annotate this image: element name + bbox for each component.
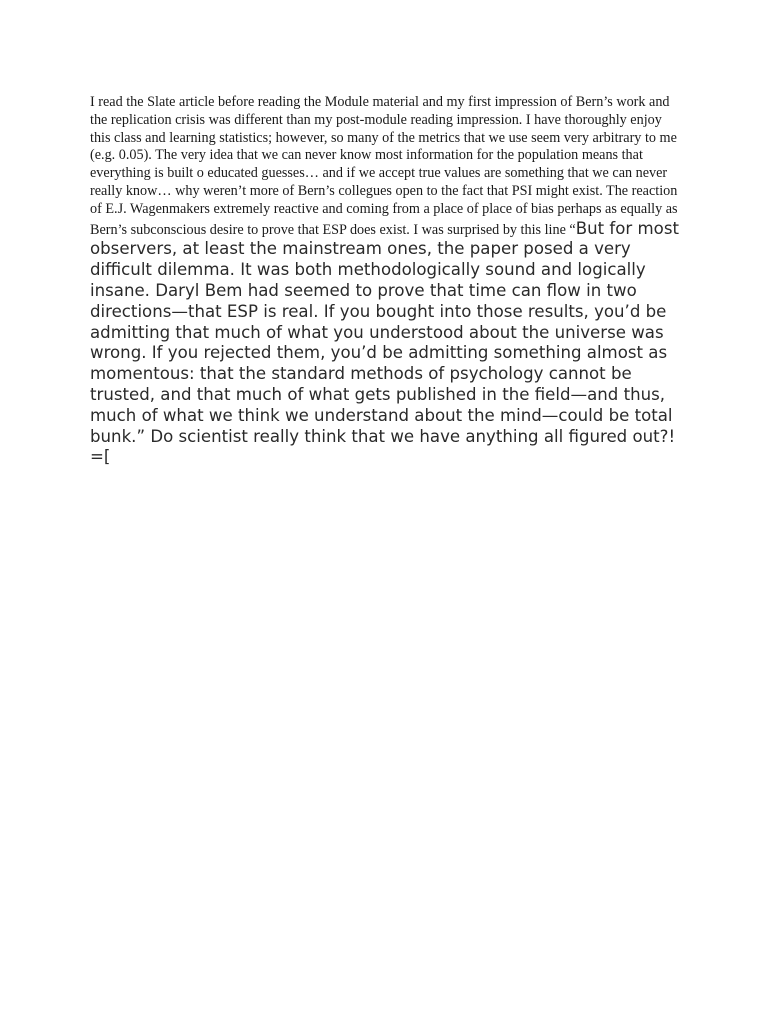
quoted-passage: But for most observers, at least the mainstream ones, the paper posed a very difficult dilemma. It was both methodologically sound and logically insane. Daryl Bem had seemed to prove that time can flow in two directions—that ESP is real. If you bought into those results, you’d be admitting that much of what you understood about the universe was wrong. If you rejected them, you’d be admitting something almost as momentous: that the standard methods of psychology cannot be trusted, and that much of what gets published in the field—and thus, much of what we think we understand about the mind—could be total bunk.” Do scientist really think that we have anything all figured out?! =[	[90, 218, 679, 467]
intro-text: I read the Slate article before reading the Module material and my first impression of Bern’s work and the replication crisis was different than my post-module reading impression. I have thoroughly enjoy this class and learning statistics; however, so many of the metrics that we use seem very arbitrary to me (e.g. 0.05). The very idea that we can never know most information for the population means that everything is built o educated guesses… and if we accept true values are something that we can never really know… why weren’t more of Bern’s collegues open to the fact that PSI might exist. The reaction of E.J. Wagenmakers extremely reactive and coming from a place of place of bias perhaps as equally as Bern’s subconscious desire to prove that ESP does exist. I was surprised by this line “	[90, 94, 678, 238]
body-paragraph	[90, 94, 680, 468]
